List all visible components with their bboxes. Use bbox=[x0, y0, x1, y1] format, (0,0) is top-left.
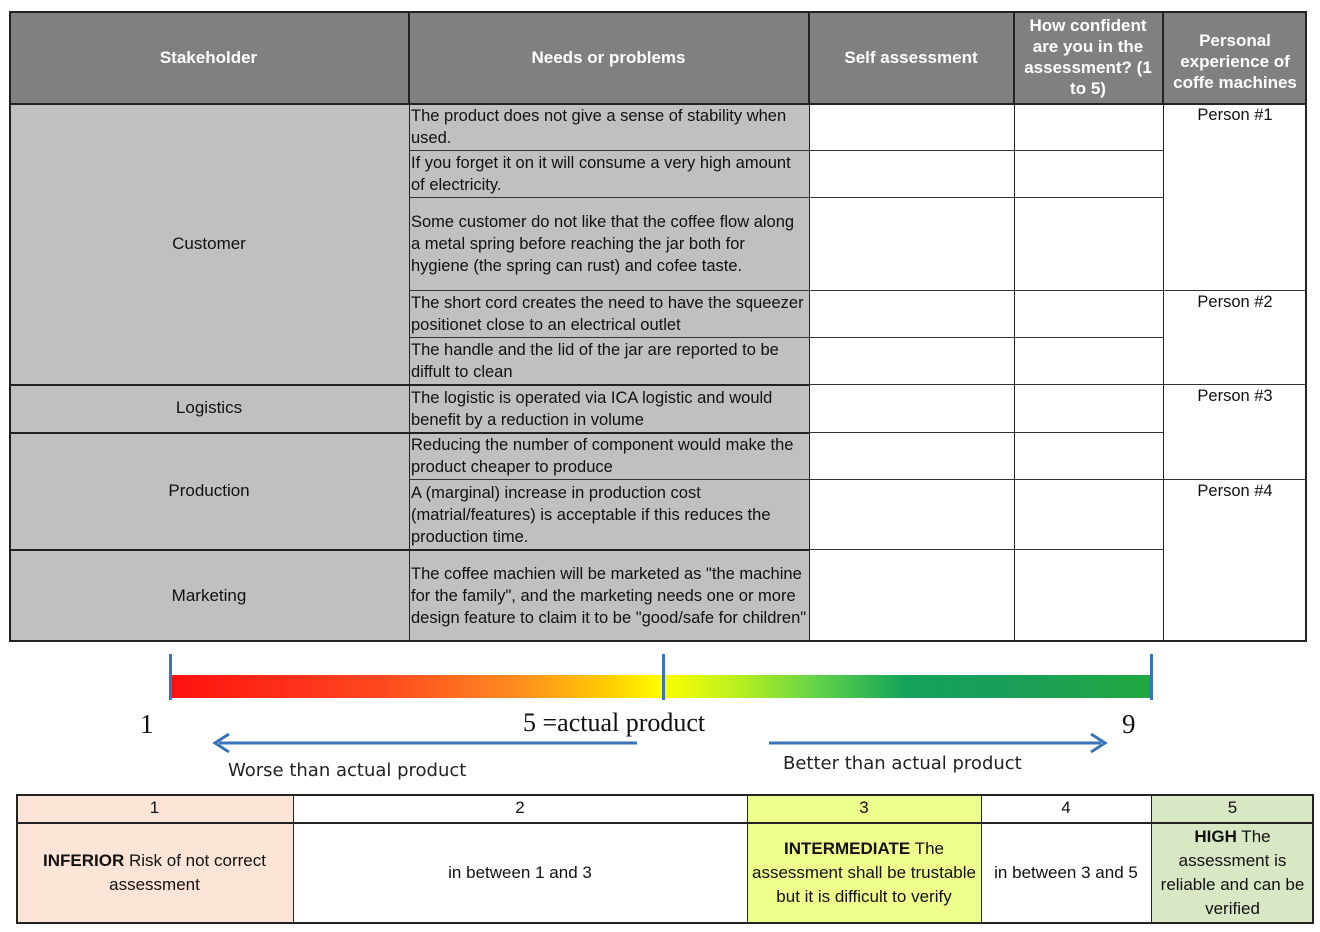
divider bbox=[409, 290, 1307, 291]
need-item: A (marginal) increase in production cost (matrial/features) is acceptable if this reduces the production time. bbox=[409, 479, 809, 549]
divider bbox=[1163, 11, 1164, 642]
divider bbox=[409, 479, 1307, 480]
self-assessment-cell[interactable] bbox=[809, 432, 1014, 479]
person-label: Person #3 bbox=[1163, 384, 1307, 479]
stakeholder-production: Production bbox=[9, 432, 409, 549]
need-item: The product does not give a sense of stability when used. bbox=[409, 103, 809, 150]
scale-tick-max bbox=[1150, 654, 1153, 700]
need-item: If you forget it on it will consume a very high amount of electricity. bbox=[409, 150, 809, 197]
header-personal-experience: Personal experience of coffe machines bbox=[1163, 11, 1307, 103]
worse-label: Worse than actual product bbox=[228, 760, 467, 781]
self-assessment-cell[interactable] bbox=[809, 549, 1014, 642]
divider bbox=[809, 11, 810, 642]
confidence-legend bbox=[16, 794, 1314, 924]
legend-level-text: Risk of not correct assessment bbox=[109, 851, 266, 894]
divider bbox=[747, 794, 748, 924]
legend-level-number: 2 bbox=[293, 794, 747, 822]
legend-level-text: The assessment is reliable and can be verified bbox=[1160, 827, 1305, 918]
header-stakeholder: Stakeholder bbox=[9, 11, 409, 103]
need-item: The coffee machien will be marketed as "the machine for the family", and the marketing needs one or more design feature to claim it to be "good/safe for children" bbox=[409, 549, 809, 642]
scale-tick-min bbox=[169, 654, 172, 700]
divider bbox=[9, 384, 809, 386]
self-assessment-cell[interactable] bbox=[809, 479, 1014, 549]
need-item: Some customer do not like that the coffee flow along a metal spring before reaching the jar both for hygiene (the spring can rust) and cofee taste. bbox=[409, 197, 809, 290]
divider bbox=[16, 822, 1314, 824]
stakeholder-customer: Customer bbox=[9, 103, 409, 384]
legend-level-number: 3 bbox=[747, 794, 981, 822]
self-assessment-cell[interactable] bbox=[809, 290, 1014, 337]
divider bbox=[409, 337, 1163, 338]
need-item: The short cord creates the need to have the squeezer positionet close to an electrical outlet bbox=[409, 290, 809, 337]
need-item: The logistic is operated via ICA logistic and would benefit by a reduction in volume bbox=[409, 384, 809, 432]
better-label: Better than actual product bbox=[783, 753, 1022, 774]
legend-level-text: in between 1 and 3 bbox=[448, 863, 592, 882]
need-item: Reducing the number of component would make the product cheaper to produce bbox=[409, 432, 809, 479]
legend-level-text: in between 3 and 5 bbox=[994, 863, 1138, 882]
divider bbox=[981, 794, 982, 924]
legend-level-desc bbox=[1151, 822, 1314, 924]
legend-level-number: 4 bbox=[981, 794, 1151, 822]
divider bbox=[809, 549, 1163, 550]
divider bbox=[9, 103, 1307, 105]
self-assessment-cell[interactable] bbox=[809, 384, 1014, 432]
legend-level-desc bbox=[981, 822, 1151, 924]
stakeholder-logistics: Logistics bbox=[9, 384, 409, 432]
person-label: Person #2 bbox=[1163, 290, 1307, 384]
self-assessment-cell[interactable] bbox=[809, 150, 1014, 197]
legend-level-title: INTERMEDIATE bbox=[784, 839, 911, 858]
stakeholder-marketing: Marketing bbox=[9, 549, 409, 642]
confidence-cell[interactable] bbox=[1014, 103, 1163, 150]
legend-level-desc bbox=[16, 822, 293, 924]
legend-level-title: INFERIOR bbox=[43, 851, 125, 870]
divider bbox=[409, 150, 1163, 151]
scale-tick-mid bbox=[662, 654, 665, 700]
divider bbox=[1151, 794, 1152, 924]
legend-level-number: 5 bbox=[1151, 794, 1314, 822]
confidence-cell[interactable] bbox=[1014, 337, 1163, 384]
legend-level-title: HIGH bbox=[1194, 827, 1237, 846]
divider bbox=[809, 432, 1163, 433]
divider bbox=[9, 432, 809, 434]
confidence-cell[interactable] bbox=[1014, 432, 1163, 479]
confidence-cell[interactable] bbox=[1014, 290, 1163, 337]
divider bbox=[9, 549, 809, 551]
person-label: Person #1 bbox=[1163, 103, 1307, 290]
divider bbox=[293, 794, 294, 924]
self-assessment-cell[interactable] bbox=[809, 103, 1014, 150]
left-arrow-icon bbox=[205, 732, 645, 756]
divider bbox=[1014, 11, 1015, 642]
divider bbox=[409, 197, 1163, 198]
confidence-cell[interactable] bbox=[1014, 150, 1163, 197]
need-item: The handle and the lid of the jar are reported to be diffult to clean bbox=[409, 337, 809, 384]
scale-mid-label: 5 =actual product bbox=[523, 708, 706, 737]
divider bbox=[409, 11, 410, 642]
legend-level-number: 1 bbox=[16, 794, 293, 822]
assessment-table bbox=[9, 11, 1307, 642]
legend-level-desc bbox=[747, 822, 981, 924]
header-needs: Needs or problems bbox=[409, 11, 809, 103]
self-assessment-cell[interactable] bbox=[809, 337, 1014, 384]
confidence-cell[interactable] bbox=[1014, 479, 1163, 549]
self-assessment-cell[interactable] bbox=[809, 197, 1014, 290]
confidence-cell[interactable] bbox=[1014, 549, 1163, 642]
divider bbox=[809, 384, 1307, 385]
header-self-assessment: Self assessment bbox=[809, 11, 1014, 103]
person-label: Person #4 bbox=[1163, 479, 1307, 642]
scale-min-label: 1 bbox=[140, 709, 154, 739]
confidence-cell[interactable] bbox=[1014, 384, 1163, 432]
legend-level-text: The assessment shall be trustable but it is difficult to verify bbox=[752, 839, 976, 906]
scale-max-label: 9 bbox=[1122, 709, 1136, 739]
confidence-cell[interactable] bbox=[1014, 197, 1163, 290]
header-confidence: How confident are you in the assessment? (1 to 5) bbox=[1014, 11, 1163, 103]
legend-level-desc bbox=[293, 822, 747, 924]
